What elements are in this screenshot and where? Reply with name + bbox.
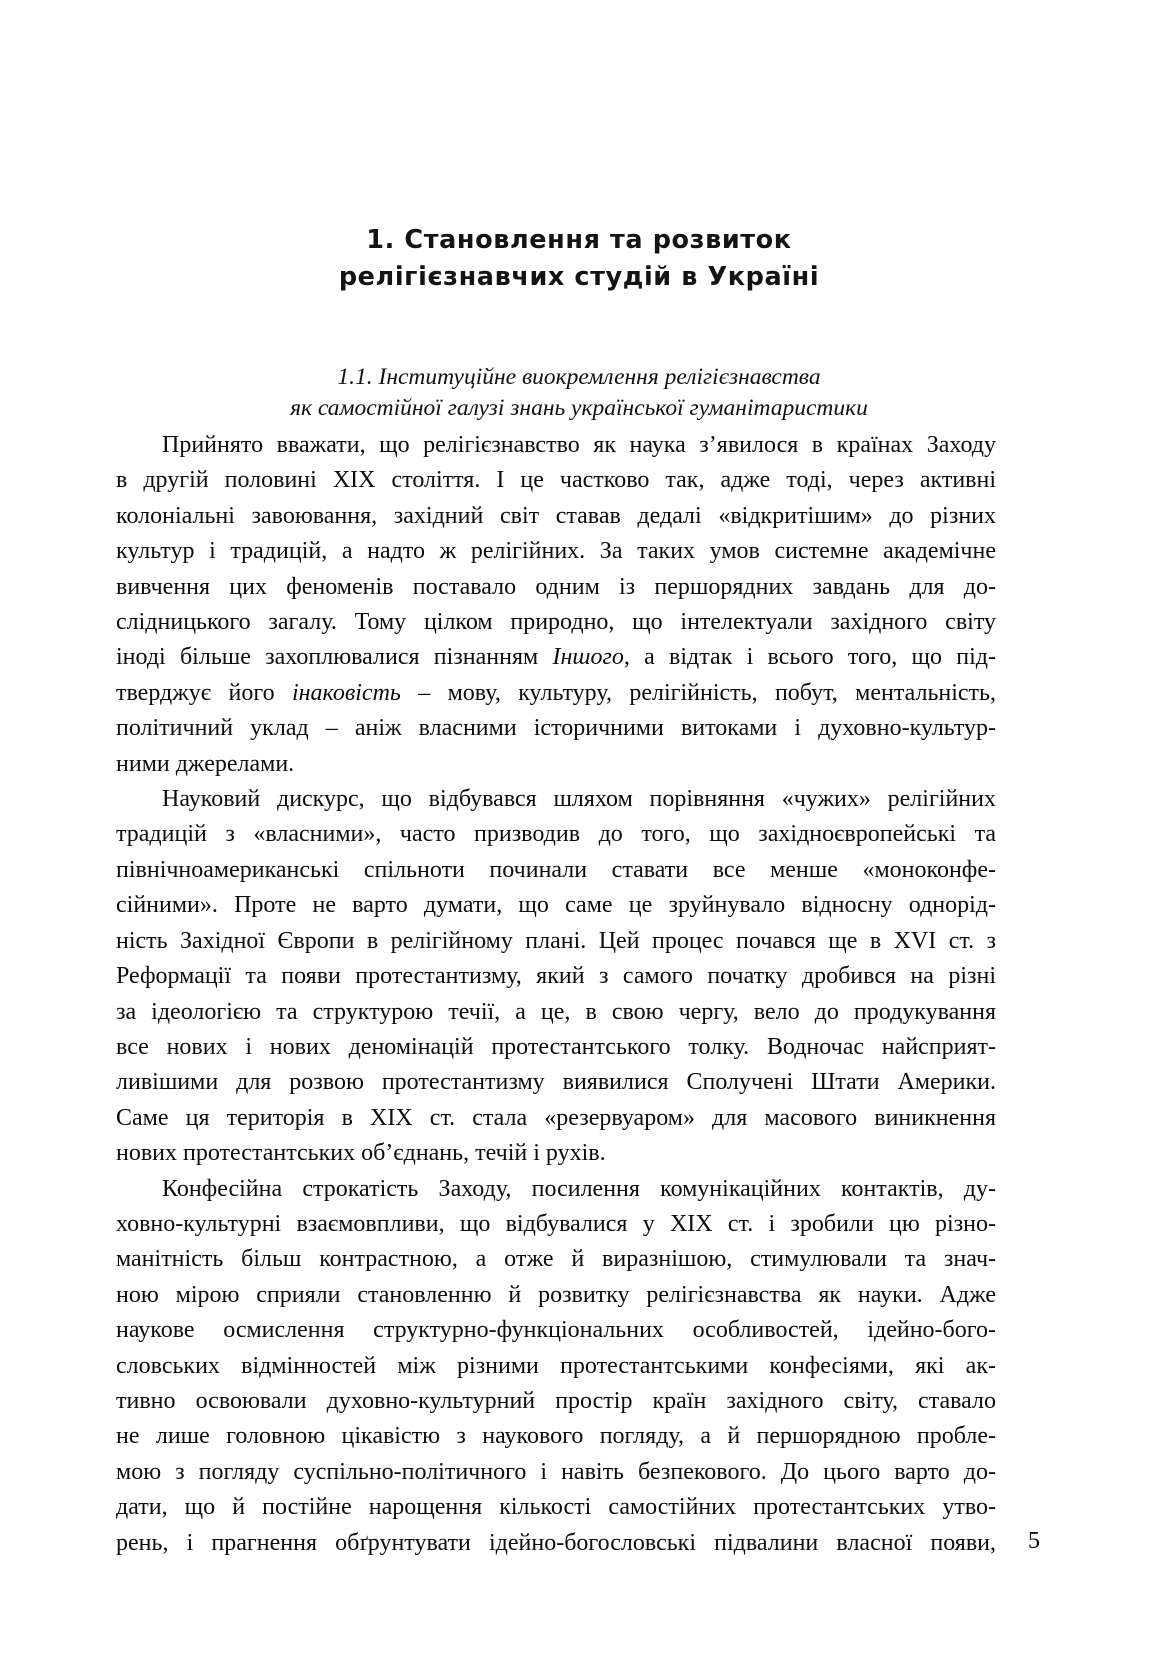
text-line: за ідеологією та структурою течії, а це, в свою чергу, вело до продукування xyxy=(116,998,996,1025)
text-line: колоніальні завоювання, західний світ ставав дедалі «відкритішим» до різних xyxy=(116,502,996,529)
text-line: мою з погляду суспільно-політичного і навіть безпекового. До цього варто до- xyxy=(116,1458,996,1485)
text-line: рень, і прагнення обґрунтувати ідейно-богословські підвалини власної появи, xyxy=(116,1529,996,1556)
text-line: дати, що й постійне нарощення кількості самостійних протестантських утво- xyxy=(116,1494,996,1521)
text-line: ховно-культурні взаємовпливи, що відбувалися у XIX ст. і зробили цю різно- xyxy=(116,1210,996,1237)
text-line: нових протестантських об’єднань, течій і рухів. xyxy=(116,1140,606,1167)
text-line: все нових і нових деномінацій протестантського толку. Водночас найсприят- xyxy=(116,1033,996,1060)
text-line: ливішими для розвою протестантизму виявилися Сполучені Штати Америки. xyxy=(116,1069,996,1096)
text-line: наукове осмислення структурно-функціональних особливостей, ідейно-бого- xyxy=(116,1317,996,1344)
text-line: не лише головною цікавістю з наукового погляду, а й першорядною пробле- xyxy=(116,1423,996,1450)
text-line: ною мірою сприяли становленню й розвитку релігієзнавства як науки. Адже xyxy=(116,1281,996,1308)
text-line: ність Західної Європи в релігійному плані. Цей процес почався ще в XVI ст. з xyxy=(116,927,996,954)
section-subtitle xyxy=(0,362,1158,424)
text-line: культур і традицій, а надто ж релігійних. За таких умов системне академічне xyxy=(116,538,996,565)
section-subtitle-line-1: 1.1. Інституційне виокремлення релігієзнавства xyxy=(337,364,821,390)
text-line: манітність більш контрастною, а отже й виразнішою, стимулювали та знач- xyxy=(116,1246,996,1273)
paragraph-2 xyxy=(116,782,996,1171)
text-line: традицій з «власними», часто призводив до того, що західноєвропейські та xyxy=(116,821,996,848)
section-subtitle-line-2: як самостійної галузі знань української гуманітаристики xyxy=(290,395,868,421)
chapter-title-line-1: 1. Становлення та розвиток xyxy=(366,225,792,255)
text-line: Саме ця територія в XIX ст. стала «резервуаром» для масового виникнення xyxy=(116,1104,996,1131)
chapter-title-line-2: релігієзнавчих студій в Україні xyxy=(338,262,820,292)
text-line: в другій половині XIX століття. І це частково так, адже тоді, через активні xyxy=(116,467,996,494)
text-line: ними джерелами. xyxy=(116,750,295,777)
page-number: 5 xyxy=(1028,1528,1040,1554)
text-line: тверджує його інаковість – мову, культуру, релігійність, побут, ментальність, xyxy=(116,679,996,706)
text-line: Конфесійна строкатість Заходу, посилення комунікаційних контактів, ду- xyxy=(162,1175,996,1202)
text-line: вивчення цих феноменів поставало одним із першорядних завдань для до- xyxy=(116,573,996,600)
paragraph-3 xyxy=(116,1172,996,1561)
emphasis: інаковість xyxy=(291,679,401,706)
text-line: словських відмінностей між різними протестантськими конфесіями, які ак- xyxy=(116,1352,996,1379)
text-line: слідницького загалу. Тому цілком природно, що інтелектуали західного світу xyxy=(116,609,996,636)
text-line: Прийнято вважати, що релігієзнавство як наука з’явилося в країнах Заходу xyxy=(162,432,996,458)
chapter-title xyxy=(0,222,1158,296)
body-text xyxy=(116,428,996,1561)
text-line: північноамериканські спільноти починали ставати все менше «моноконфе- xyxy=(116,856,996,883)
text-line: Реформації та появи протестантизму, який з самого початку дробився на різні xyxy=(116,963,996,990)
text-line: сійними». Проте не варто думати, що саме це зруйнувало відносну однорід- xyxy=(116,892,996,919)
text-line: політичний уклад – аніж власними історичними витоками і духовно-культур- xyxy=(116,715,996,742)
emphasis: Іншого xyxy=(552,644,624,671)
text-line: Науковий дискурс, що відбувався шляхом порівняння «чужих» релігійних xyxy=(162,786,996,813)
text-line: тивно освоювали духовно-культурний простір країн західного світу, ставало xyxy=(116,1387,996,1414)
paragraph-1 xyxy=(116,428,996,782)
text-line: іноді більше захоплювалися пізнанням Іншого, а відтак і всього того, що під- xyxy=(116,644,996,671)
